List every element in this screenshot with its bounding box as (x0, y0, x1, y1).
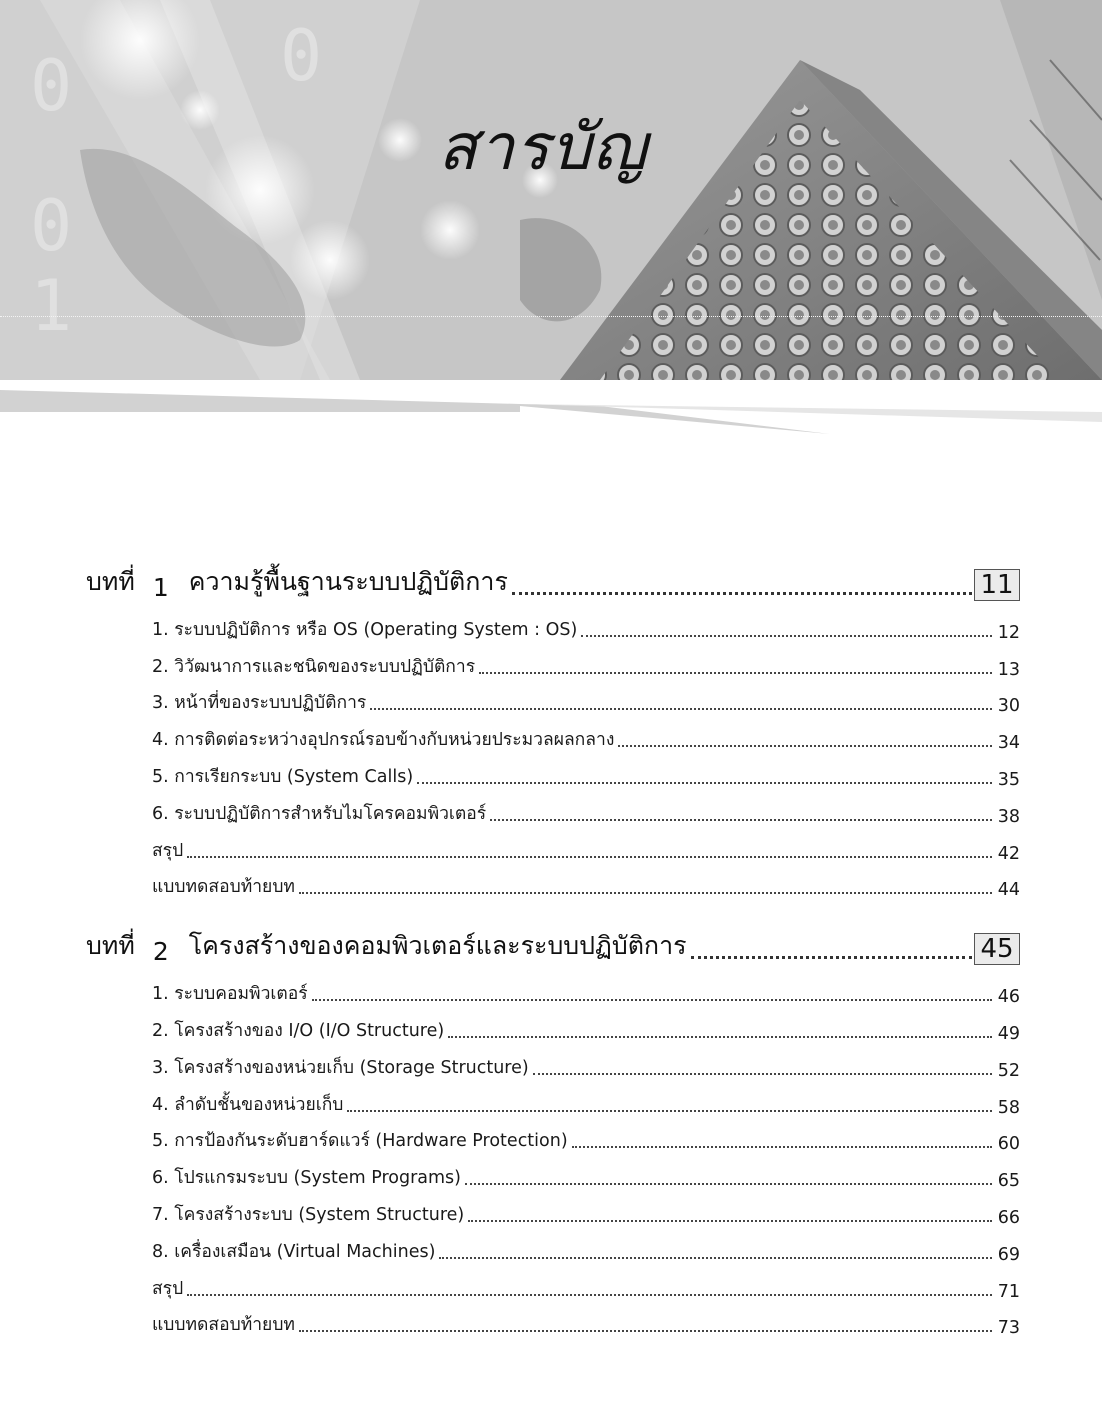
dot-leader (512, 592, 972, 595)
toc-entry[interactable] (152, 827, 1020, 864)
toc-entry[interactable] (152, 716, 1020, 753)
dot-leader (572, 1146, 992, 1148)
dot-leader (417, 782, 992, 784)
toc-entry[interactable] (152, 753, 1020, 790)
svg-text:0: 0 (30, 185, 73, 267)
dot-leader (691, 956, 972, 959)
entry-page-number: 65 (997, 1171, 1020, 1192)
entry-title: 3. โครงสร้างของหน่วยเก็บ (Storage Structure) (152, 1057, 529, 1078)
toc-entry[interactable] (152, 1081, 1020, 1118)
entry-page-number: 12 (997, 622, 1020, 643)
header-banner (0, 0, 1102, 380)
entry-title: แบบทดสอบท้ายบท (152, 877, 295, 898)
entry-title: แบบทดสอบท้ายบท (152, 1315, 295, 1336)
entry-page-number: 44 (997, 880, 1020, 901)
entry-title: 2. วิวัฒนาการและชนิดของระบบปฏิบัติการ (152, 656, 476, 677)
chapter-title: ความรู้พื้นฐานระบบปฏิบัติการ (188, 567, 508, 596)
entry-title: 4. ลำดับชั้นของหน่วยเก็บ (152, 1094, 344, 1115)
entry-page-number: 60 (997, 1134, 1020, 1155)
chapter-page-number: 11 (974, 569, 1020, 601)
toc-entry[interactable] (152, 1191, 1020, 1228)
entry-title: 5. การเรียกระบบ (System Calls) (152, 766, 414, 787)
toc-entry[interactable] (152, 1302, 1020, 1339)
entry-title: 8. เครื่องเสมือน (Virtual Machines) (152, 1241, 436, 1262)
toc-entry[interactable] (152, 606, 1020, 643)
entry-title: 1. ระบบปฏิบัติการ หรือ OS (Operating System : OS) (152, 619, 578, 640)
entry-page-number: 42 (997, 843, 1020, 864)
entry-title: 1. ระบบคอมพิวเตอร์ (152, 984, 308, 1005)
chapter-label: บทที่ (86, 931, 135, 961)
chapter-2 (86, 924, 1020, 1338)
chapter-label: บทที่ (86, 567, 135, 596)
table-of-contents (0, 560, 1102, 1338)
entry-page-number: 46 (997, 987, 1020, 1008)
chapter-items (152, 970, 1020, 1338)
toc-entry[interactable] (152, 864, 1020, 901)
chapter-items (152, 606, 1020, 900)
entry-page-number: 38 (997, 806, 1020, 827)
dot-leader (468, 1220, 991, 1222)
dot-leader (490, 819, 992, 821)
dot-leader (370, 708, 991, 710)
entry-page-number: 35 (997, 769, 1020, 790)
entry-title: สรุป (152, 1278, 184, 1299)
chapter-title: โครงสร้างของคอมพิวเตอร์และระบบปฏิบัติการ (188, 931, 687, 961)
entry-page-number: 52 (997, 1060, 1020, 1081)
chapter-page-number: 45 (974, 933, 1020, 965)
svg-text:0: 0 (280, 15, 323, 97)
entry-title: 2. โครงสร้างของ I/O (I/O Structure) (152, 1020, 445, 1041)
toc-entry[interactable] (152, 643, 1020, 680)
entry-page-number: 66 (997, 1207, 1020, 1228)
dot-leader (581, 635, 991, 637)
entry-page-number: 49 (997, 1023, 1020, 1044)
dot-leader (187, 856, 992, 858)
toc-entry[interactable] (152, 680, 1020, 717)
toc-entry[interactable] (152, 1044, 1020, 1081)
dot-leader (439, 1257, 991, 1259)
entry-title: 6. ระบบปฏิบัติการสำหรับไมโครคอมพิวเตอร์ (152, 803, 487, 824)
dot-leader (448, 1036, 992, 1038)
banner-dotted-line (0, 316, 1102, 317)
dot-leader (533, 1073, 992, 1075)
entry-title: 5. การป้องกันระดับฮาร์ดแวร์ (Hardware Protection) (152, 1131, 568, 1152)
entry-title: 3. หน้าที่ของระบบปฏิบัติการ (152, 693, 367, 714)
dot-leader (187, 1294, 992, 1296)
toc-entry[interactable] (152, 970, 1020, 1007)
chapter-1 (86, 560, 1020, 900)
entry-page-number: 58 (997, 1097, 1020, 1118)
toc-entry[interactable] (152, 1228, 1020, 1265)
entry-title: สรุป (152, 840, 184, 861)
dot-leader (618, 745, 991, 747)
svg-text:1: 1 (30, 265, 73, 347)
entry-page-number: 30 (997, 696, 1020, 717)
toc-entry[interactable] (152, 1265, 1020, 1302)
toc-entry[interactable] (152, 1154, 1020, 1191)
page-title: สารบัญ (438, 111, 648, 185)
svg-text:0: 0 (30, 45, 73, 127)
chapter-number: 2 (152, 937, 169, 967)
dot-leader (465, 1183, 992, 1185)
toc-entry[interactable] (152, 790, 1020, 827)
chapter-number: 1 (152, 573, 169, 602)
dot-leader (299, 892, 992, 894)
entry-title: 4. การติดต่อระหว่างอุปกรณ์รอบข้างกับหน่วยประมวลผลกลาง (152, 730, 615, 751)
chapter-heading[interactable] (86, 560, 1020, 602)
entry-title: 7. โครงสร้างระบบ (System Structure) (152, 1204, 465, 1225)
entry-page-number: 69 (997, 1244, 1020, 1265)
entry-page-number: 13 (997, 659, 1020, 680)
toc-entry[interactable] (152, 1007, 1020, 1044)
entry-page-number: 73 (997, 1318, 1020, 1339)
entry-page-number: 34 (997, 733, 1020, 754)
dot-leader (347, 1110, 991, 1112)
dot-leader (312, 999, 992, 1001)
banner-swoosh (0, 378, 1102, 438)
dot-leader (299, 1330, 992, 1332)
entry-title: 6. โปรแกรมระบบ (System Programs) (152, 1168, 461, 1189)
dot-leader (479, 672, 992, 674)
entry-page-number: 71 (997, 1281, 1020, 1302)
chapter-heading[interactable] (86, 924, 1020, 966)
toc-entry[interactable] (152, 1118, 1020, 1155)
